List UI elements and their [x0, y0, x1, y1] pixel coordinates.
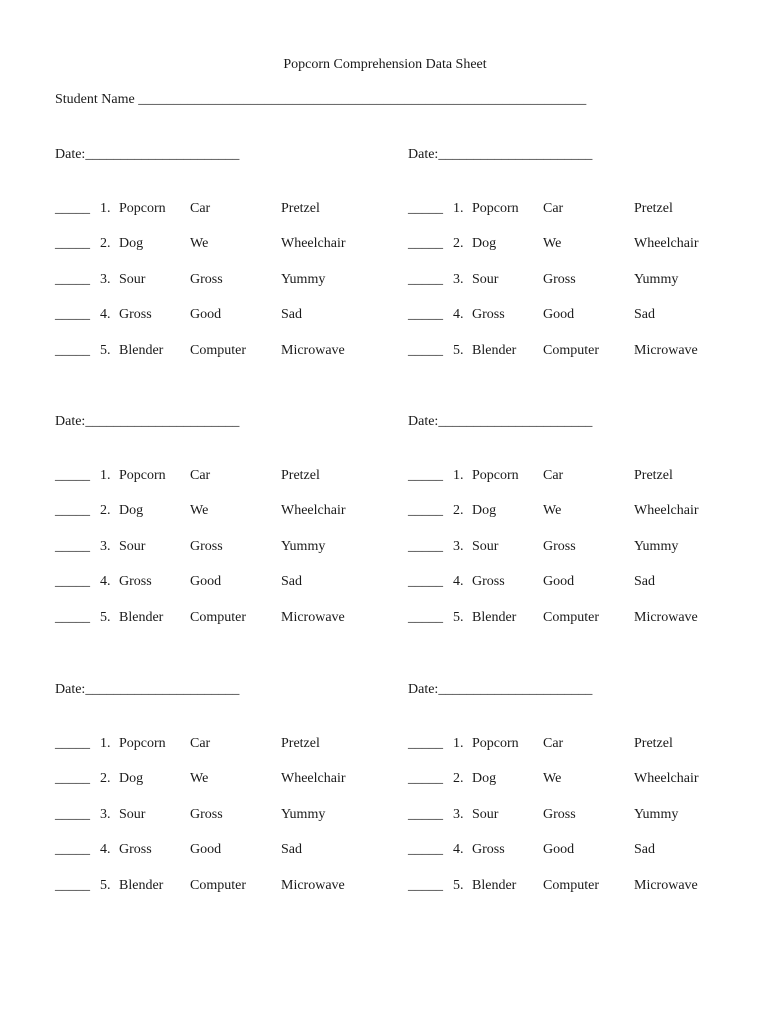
answer-blank: _____	[55, 307, 90, 322]
date-blank: ______________________	[438, 147, 593, 162]
date-line	[55, 414, 239, 430]
item-number: 1.	[453, 736, 464, 751]
item-number: 4.	[453, 307, 464, 322]
item-number: 3.	[453, 807, 464, 822]
choice-word-3: Sad	[634, 842, 655, 857]
answer-blank: _____	[408, 574, 443, 589]
choice-word-3: Pretzel	[634, 736, 673, 751]
target-word: Dog	[472, 503, 497, 518]
answer-blank: _____	[55, 842, 90, 857]
choice-word-3: Pretzel	[634, 201, 673, 216]
choice-word-2: Car	[543, 468, 564, 483]
session-block	[408, 414, 748, 644]
answer-blank: _____	[408, 736, 443, 751]
answer-blank: _____	[55, 503, 90, 518]
choice-word-2: We	[190, 236, 209, 251]
answer-blank: _____	[55, 236, 90, 251]
trial-row	[55, 539, 395, 559]
answer-blank: _____	[408, 343, 443, 358]
answer-blank: _____	[55, 468, 90, 483]
choice-word-3: Pretzel	[281, 468, 320, 483]
choice-word-3: Wheelchair	[281, 771, 346, 786]
trial-row	[55, 236, 395, 256]
trial-row	[408, 610, 748, 630]
item-number: 1.	[100, 468, 111, 483]
choice-word-2: Gross	[190, 539, 223, 554]
item-number: 3.	[100, 807, 111, 822]
answer-blank: _____	[408, 201, 443, 216]
item-number: 4.	[100, 307, 111, 322]
trial-row	[408, 236, 748, 256]
student-name-line: Student Name ________________________________________________________________	[55, 92, 587, 107]
target-word: Gross	[472, 842, 505, 857]
choice-word-3: Yummy	[281, 272, 326, 287]
choice-word-2: Computer	[190, 610, 246, 625]
session-block	[408, 682, 748, 912]
choice-word-2: Good	[543, 574, 575, 589]
target-word: Popcorn	[472, 201, 519, 216]
choice-word-2: Computer	[543, 878, 599, 893]
target-word: Popcorn	[472, 736, 519, 751]
item-number: 3.	[453, 272, 464, 287]
trial-row	[408, 201, 748, 221]
answer-blank: _____	[408, 539, 443, 554]
trial-row	[55, 343, 395, 363]
target-word: Sour	[472, 807, 499, 822]
date-label: Date:	[55, 147, 86, 162]
trial-row	[408, 343, 748, 363]
item-number: 4.	[100, 574, 111, 589]
choice-word-3: Microwave	[634, 610, 698, 625]
item-number: 3.	[100, 539, 111, 554]
page-title: Popcorn Comprehension Data Sheet	[283, 57, 487, 72]
choice-word-3: Pretzel	[634, 468, 673, 483]
trial-row	[55, 307, 395, 327]
choice-word-3: Sad	[634, 307, 655, 322]
answer-blank: _____	[408, 842, 443, 857]
target-word: Sour	[472, 272, 499, 287]
session-block	[55, 682, 395, 912]
target-word: Blender	[119, 343, 164, 358]
answer-blank: _____	[55, 343, 90, 358]
choice-word-2: Gross	[543, 807, 576, 822]
trial-row	[408, 574, 748, 594]
trial-row	[408, 503, 748, 523]
choice-word-2: Car	[543, 201, 564, 216]
trial-row	[408, 807, 748, 827]
item-number: 2.	[100, 771, 111, 786]
trial-row	[408, 878, 748, 898]
answer-blank: _____	[408, 807, 443, 822]
trial-row	[55, 468, 395, 488]
trial-row	[55, 736, 395, 756]
date-label: Date:	[55, 682, 86, 697]
item-number: 1.	[453, 201, 464, 216]
trial-row	[55, 574, 395, 594]
choice-word-2: Good	[543, 307, 575, 322]
item-number: 5.	[453, 343, 464, 358]
choice-word-2: Computer	[543, 610, 599, 625]
choice-word-2: We	[190, 503, 209, 518]
answer-blank: _____	[408, 236, 443, 251]
choice-word-3: Yummy	[634, 539, 679, 554]
target-word: Dog	[119, 771, 144, 786]
trial-row	[55, 272, 395, 292]
date-line	[408, 414, 592, 430]
choice-word-3: Microwave	[281, 610, 345, 625]
target-word: Gross	[119, 307, 152, 322]
choice-word-2: Good	[190, 307, 222, 322]
trial-row	[408, 736, 748, 756]
trial-row	[55, 878, 395, 898]
answer-blank: _____	[408, 307, 443, 322]
item-number: 4.	[100, 842, 111, 857]
answer-blank: _____	[55, 771, 90, 786]
answer-blank: _____	[408, 468, 443, 483]
choice-word-3: Wheelchair	[634, 236, 699, 251]
target-word: Gross	[472, 574, 505, 589]
target-word: Popcorn	[472, 468, 519, 483]
answer-blank: _____	[55, 736, 90, 751]
target-word: Popcorn	[119, 201, 166, 216]
answer-blank: _____	[408, 771, 443, 786]
trial-row	[408, 539, 748, 559]
item-number: 5.	[100, 610, 111, 625]
choice-word-3: Microwave	[634, 878, 698, 893]
answer-blank: _____	[55, 201, 90, 216]
answer-blank: _____	[408, 878, 443, 893]
trial-row	[55, 610, 395, 630]
target-word: Sour	[119, 272, 146, 287]
choice-word-3: Microwave	[281, 878, 345, 893]
target-word: Blender	[472, 343, 517, 358]
choice-word-2: Gross	[190, 807, 223, 822]
item-number: 1.	[100, 736, 111, 751]
item-number: 2.	[453, 236, 464, 251]
choice-word-2: Car	[190, 468, 211, 483]
session-block	[55, 414, 395, 644]
item-number: 4.	[453, 842, 464, 857]
choice-word-3: Wheelchair	[281, 503, 346, 518]
choice-word-3: Yummy	[634, 272, 679, 287]
choice-word-3: Yummy	[281, 539, 326, 554]
choice-word-2: Good	[190, 574, 222, 589]
trial-row	[408, 307, 748, 327]
answer-blank: _____	[55, 807, 90, 822]
choice-word-3: Wheelchair	[634, 503, 699, 518]
item-number: 1.	[453, 468, 464, 483]
choice-word-2: We	[543, 236, 562, 251]
choice-word-3: Pretzel	[281, 736, 320, 751]
target-word: Popcorn	[119, 468, 166, 483]
target-word: Dog	[472, 236, 497, 251]
choice-word-2: Computer	[190, 343, 246, 358]
choice-word-3: Microwave	[634, 343, 698, 358]
date-label: Date:	[55, 414, 86, 429]
choice-word-2: Gross	[543, 272, 576, 287]
item-number: 5.	[100, 878, 111, 893]
item-number: 1.	[100, 201, 111, 216]
trial-row	[55, 771, 395, 791]
item-number: 3.	[100, 272, 111, 287]
choice-word-2: We	[190, 771, 209, 786]
item-number: 5.	[453, 610, 464, 625]
choice-word-2: Computer	[190, 878, 246, 893]
answer-blank: _____	[55, 272, 90, 287]
target-word: Sour	[472, 539, 499, 554]
session-block	[55, 147, 395, 377]
trial-row	[55, 807, 395, 827]
target-word: Sour	[119, 539, 146, 554]
target-word: Popcorn	[119, 736, 166, 751]
target-word: Gross	[119, 574, 152, 589]
answer-blank: _____	[55, 878, 90, 893]
date-label: Date:	[408, 414, 439, 429]
choice-word-3: Sad	[634, 574, 655, 589]
item-number: 2.	[100, 236, 111, 251]
session-block	[408, 147, 748, 377]
target-word: Dog	[472, 771, 497, 786]
choice-word-2: Car	[190, 201, 211, 216]
date-line	[408, 682, 592, 698]
item-number: 2.	[453, 771, 464, 786]
choice-word-3: Yummy	[281, 807, 326, 822]
date-line	[408, 147, 592, 163]
date-label: Date:	[408, 147, 439, 162]
target-word: Blender	[472, 610, 517, 625]
item-number: 5.	[100, 343, 111, 358]
choice-word-2: We	[543, 771, 562, 786]
date-blank: ______________________	[438, 414, 593, 429]
target-word: Blender	[472, 878, 517, 893]
date-line	[55, 682, 239, 698]
choice-word-2: Gross	[190, 272, 223, 287]
choice-word-2: Gross	[543, 539, 576, 554]
target-word: Blender	[119, 610, 164, 625]
item-number: 3.	[453, 539, 464, 554]
target-word: Gross	[119, 842, 152, 857]
trial-row	[408, 842, 748, 862]
item-number: 5.	[453, 878, 464, 893]
trial-row	[55, 842, 395, 862]
target-word: Blender	[119, 878, 164, 893]
item-number: 4.	[453, 574, 464, 589]
choice-word-3: Sad	[281, 307, 302, 322]
choice-word-3: Pretzel	[281, 201, 320, 216]
choice-word-2: Computer	[543, 343, 599, 358]
target-word: Dog	[119, 503, 144, 518]
choice-word-2: Car	[190, 736, 211, 751]
target-word: Sour	[119, 807, 146, 822]
choice-word-3: Wheelchair	[281, 236, 346, 251]
answer-blank: _____	[55, 610, 90, 625]
choice-word-2: We	[543, 503, 562, 518]
trial-row	[55, 503, 395, 523]
date-blank: ______________________	[85, 147, 240, 162]
date-blank: ______________________	[85, 414, 240, 429]
trial-row	[408, 468, 748, 488]
target-word: Gross	[472, 307, 505, 322]
answer-blank: _____	[408, 503, 443, 518]
date-line	[55, 147, 239, 163]
date-blank: ______________________	[438, 682, 593, 697]
date-label: Date:	[408, 682, 439, 697]
date-blank: ______________________	[85, 682, 240, 697]
choice-word-3: Sad	[281, 574, 302, 589]
trial-row	[55, 201, 395, 221]
item-number: 2.	[100, 503, 111, 518]
choice-word-2: Good	[543, 842, 575, 857]
target-word: Dog	[119, 236, 144, 251]
answer-blank: _____	[55, 574, 90, 589]
answer-blank: _____	[55, 539, 90, 554]
choice-word-3: Microwave	[281, 343, 345, 358]
choice-word-3: Yummy	[634, 807, 679, 822]
item-number: 2.	[453, 503, 464, 518]
trial-row	[408, 771, 748, 791]
trial-row	[408, 272, 748, 292]
choice-word-2: Good	[190, 842, 222, 857]
choice-word-3: Sad	[281, 842, 302, 857]
choice-word-3: Wheelchair	[634, 771, 699, 786]
choice-word-2: Car	[543, 736, 564, 751]
answer-blank: _____	[408, 272, 443, 287]
answer-blank: _____	[408, 610, 443, 625]
